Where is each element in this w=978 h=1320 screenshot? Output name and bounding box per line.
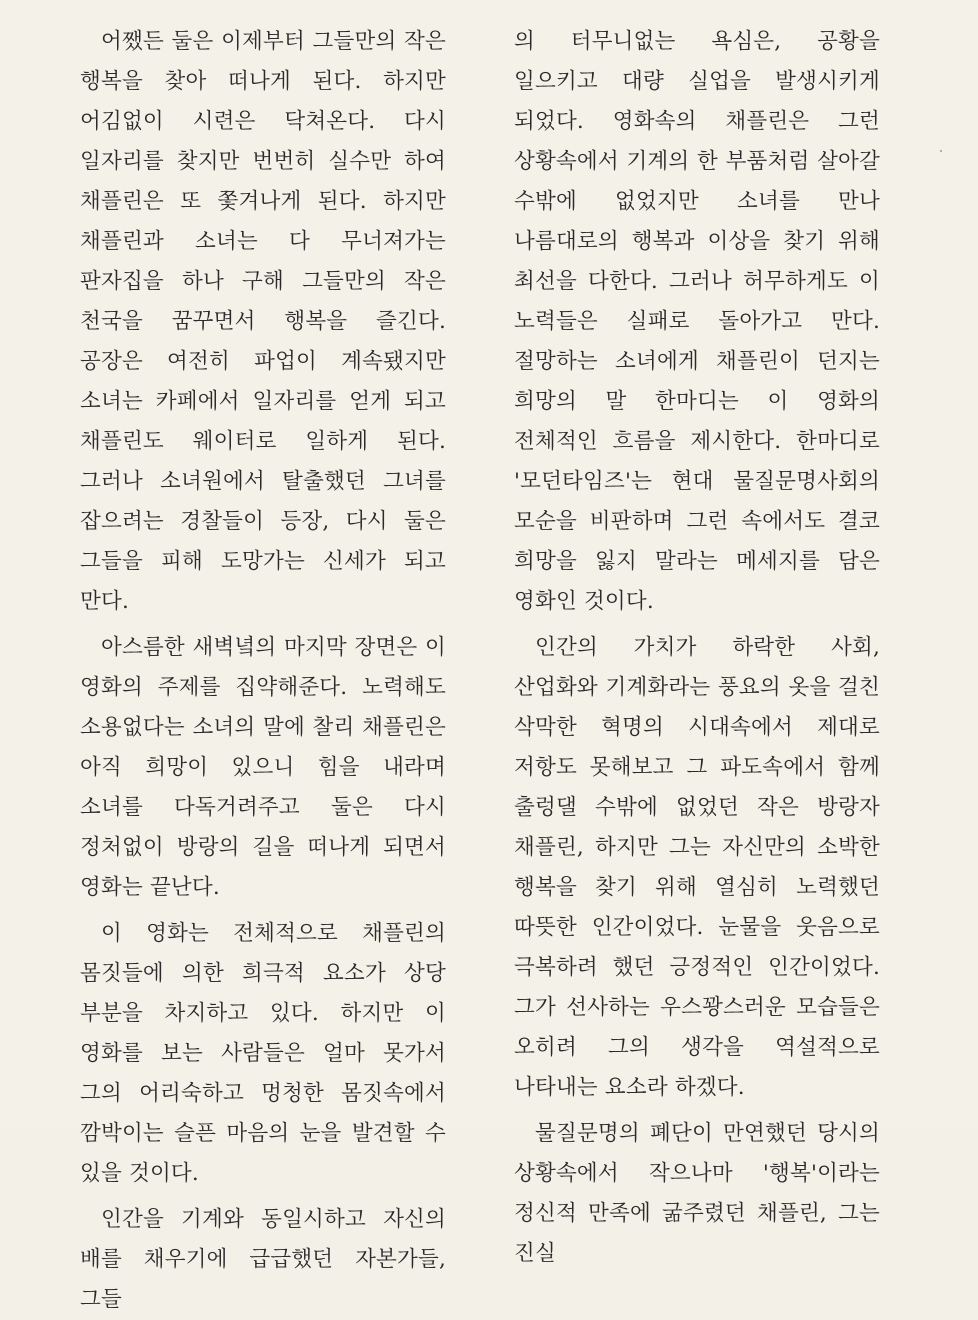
paragraph-left-1: 어쨌든 둘은 이제부터 그들만의 작은 행복을 찾아 떠나게 된다. 하지만 어김없이 시련은 닥쳐온다. 다시 일자리를 찾지만 번번히 실수만 하여 채플린은 또 쫓겨나게 된다. 하지만 채플린과 소녀는 다 무너져가는 판자집을 하나 구해 그들만의 작은 천국을 꿈꾸면서 행복을 즐긴다. 공장은 여전히 파업이 계속됐지만 소녀는 카페에서 일자리를 얻게 되고 채플린도 웨이터로 일하게 된다. 그러나 소녀원에서 탈출했던 그녀를 잡으려는 경찰들이 등장, 다시 둘은 그들을 피해 도망가는 신세가 되고 만다. <box>80 29 446 614</box>
paper-speck <box>940 150 942 152</box>
paragraph-left-4: 인간을 기계와 동일시하고 자신의 배를 채우기에 급급했던 자본가들, 그들 <box>80 1207 446 1312</box>
paragraph-left-2: 아스름한 새벽녘의 마지막 장면은 이 영화의 주제를 집약해준다. 노력해도 소용없다는 소녀의 말에 찰리 채플린은 아직 희망이 있으니 힘을 내라며 소녀를 다독거려주고 둘은 다시 정처없이 방랑의 길을 떠나게 되면서 영화는 끝난다. <box>80 635 446 900</box>
paragraph-right-1: 의 터무니없는 욕심은, 공황을 일으키고 대량 실업을 발생시키게 되었다. 영화속의 채플린은 그런 상황속에서 기계의 한 부품처럼 살아갈 수밖에 없었지만 소녀를 만나 나름대로의 행복과 이상을 찾기 위해 최선을 다한다. 그러나 허무하게도 이 노력들은 실패로 돌아가고 만다. 절망하는 소녀에게 채플린이 던지는 희망의 말 한마디는 이 영화의 전체적인 흐름을 제시한다. 한마디로 '모던타임즈'는 현대 물질문명사회의 모순을 비판하며 그런 속에서도 결코 희망을 잃지 말라는 메세지를 담은 영화인 것이다. <box>514 29 880 614</box>
left-text-column <box>80 22 446 1320</box>
right-text-column <box>514 22 880 1274</box>
paragraph-right-3: 물질문명의 폐단이 만연했던 당시의 상황속에서 작으나마 '행복'이라는 정신적 만족에 굶주렸던 채플린, 그는 진실 <box>514 1121 880 1266</box>
paragraph-right-2: 인간의 가치가 하락한 사회, 산업화와 기계화라는 풍요의 옷을 걸친 삭막한 혁명의 시대속에서 제대로 저항도 못해보고 그 파도속에서 함께 출렁댈 수밖에 없었던 작은 방랑자 채플린, 하지만 그는 자신만의 소박한 행복을 찾기 위해 열심히 노력했던 따뜻한 인간이었다. 눈물을 웃음으로 극복하려 했던 긍정적인 인간이었다. 그가 선사하는 우스꽝스러운 모습들은 오히려 그의 생각을 역설적으로 나타내는 요소라 하겠다. <box>514 635 880 1100</box>
paragraph-left-3: 이 영화는 전체적으로 채플린의 몸짓들에 의한 희극적 요소가 상당 부분을 차지하고 있다. 하지만 이 영화를 보는 사람들은 얼마 못가서 그의 어리숙하고 멍청한 몸짓속에서 깜박이는 슬픈 마음의 눈을 발견할 수 있을 것이다. <box>80 921 446 1186</box>
